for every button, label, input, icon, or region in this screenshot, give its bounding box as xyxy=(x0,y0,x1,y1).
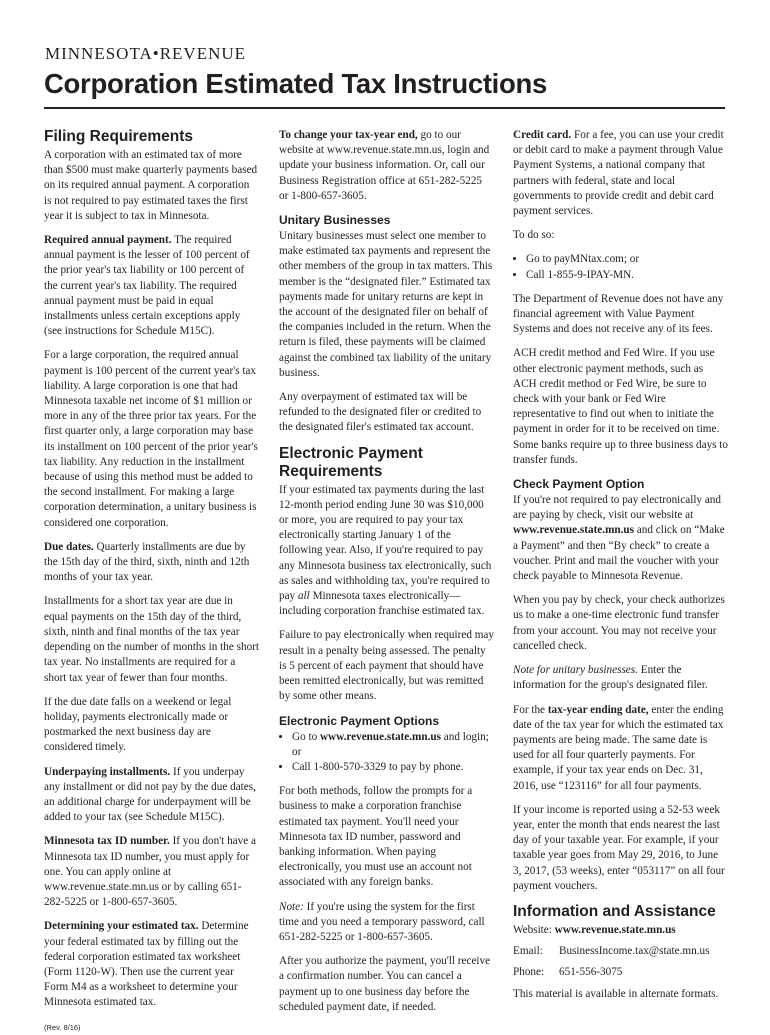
email-link[interactable]: BusinessIncome.tax@state.mn.us xyxy=(559,945,710,958)
unitary-note-text: Enter the information for the group's designated filer. xyxy=(513,664,708,692)
note-paragraph xyxy=(279,900,494,946)
tax-id-text: If you don't have a Minnesota tax ID number, you must apply for one. You can apply online at www.revenue.state.mn.us or by calling 651-282-5225 or 1-800-657-3605. xyxy=(44,835,256,909)
unitary-note-paragraph xyxy=(513,663,728,693)
check-text-1: If you're not required to pay electronically and are paying by check, visit our website at xyxy=(513,494,721,522)
due-dates-label: Due dates. xyxy=(44,540,94,553)
required-payment-paragraph xyxy=(44,233,259,339)
alternate-formats-text: This material is available in alternate formats. xyxy=(513,987,719,1000)
revision-note: (Rev. 8/16) xyxy=(44,1022,81,1032)
note-label: Note: xyxy=(279,900,304,913)
check-payment-paragraph xyxy=(513,493,728,584)
website-label: Website: xyxy=(513,923,552,936)
credit-card-paragraph xyxy=(513,128,728,219)
required-payment-label: Required annual payment. xyxy=(44,234,172,247)
overpayment-text: Any overpayment of estimated tax will be refunded to the designated filer or credited to the designated filer's estimated tax account. xyxy=(279,391,482,434)
unitary-businesses-text: Unitary businesses must select one member to make estimated tax payments and represent the other members of the group in tax matters. This member is the “designated filer.” Estimated tax payments made for unitary returns are kept in the account of the designated filer on behalf of the companies included in the return. When the return is filed, these payments will be claimed against the combined tax liability of the unitary business. xyxy=(279,230,493,379)
electronic-all: all xyxy=(297,590,310,603)
credit-options-list xyxy=(513,252,728,282)
check-text-2: and click on “Make a Payment” and then “By check” to create a voucher. Print and mail the voucher with your check payable to Minnesota Revenue. xyxy=(513,524,725,583)
electronic-text-1: If your estimated tax payments during the last 12-month period ending June 30 was $10,000 or more, you are required to pay your tax electronically starting January 1 of the following year. Also, if you're required to pay any Minnesota business tax electronically, such as sales and withholding tax, you're required to pay xyxy=(279,483,492,603)
electronic-payment-heading: Electronic Payment Requirements xyxy=(279,444,423,480)
filing-requirements-heading: Filing Requirements xyxy=(44,128,193,145)
underpaying-text: If you underpay any installment or did not pay by the due dates, an additional charge for underpayment will be added to your tax (see Schedule M15C). xyxy=(44,765,256,824)
unitary-note-label: Note for unitary businesses. xyxy=(513,664,638,677)
change-tax-year-paragraph xyxy=(279,128,494,204)
due-dates-paragraph xyxy=(44,540,259,586)
change-tax-year-text: go to our website at www.revenue.state.mn.us, login and update your business information. Or, call our Business Registration office at 651-282-5225 or 1-800-657-3605. xyxy=(279,129,490,202)
check-payment-heading: Check Payment Option xyxy=(513,477,645,492)
list-item: • Call 1-855-9-IPAY-MN. xyxy=(526,268,728,283)
credit-card-label: Credit card. xyxy=(513,129,572,141)
to-do-so: To do so: xyxy=(513,229,555,242)
website-link[interactable]: www.revenue.state.mn.us xyxy=(554,923,676,936)
determining-label: Determining your estimated tax. xyxy=(44,920,199,933)
after-authorize-text: After you authorize the payment, you'll receive a confirmation number. You can cancel a payment up to one business day before the scheduled payment date, if needed. xyxy=(279,955,491,1013)
email-row xyxy=(513,944,728,959)
note-text: If you're using the system for the first time and you need a temporary password, call 651-282-5225 or 1-800-657-3605. xyxy=(279,900,485,943)
week-year-text: If your income is reported using a 52-53 week year, enter the month that ends nearest the last day of your taxable year. For example, if your taxable year goes from May 29, 2016, to June 3, 2017, (53 weeks), enter “053117” on all four payment vouchers. xyxy=(513,803,725,892)
tax-id-label: Minnesota tax ID number. xyxy=(44,835,170,848)
option1-post: and login; or xyxy=(292,730,489,758)
tax-year-label: tax-year ending date, xyxy=(547,703,649,716)
list-item: • Go to payMNtax.com; or xyxy=(526,252,728,267)
electronic-options-list xyxy=(279,730,494,776)
information-assistance-heading: Information and Assistance xyxy=(513,902,716,920)
required-payment-text: The required annual payment is the lesser of 100 percent of the prior year's tax liability or 100 percent of the current year's tax liability. The required annual payment must be paid in equal installments unless certain exceptions apply (see instructions for Schedule M15C). xyxy=(44,234,250,338)
column-2 xyxy=(279,128,494,1024)
determining-text: Determine your federal estimated tax by filling out the federal corporation estimated tax worksheet (Form 1120-W). Then use the current year Form M4 as a worksheet to determine your Minnesota estimated tax. xyxy=(44,920,249,1009)
department-text: The Department of Revenue does not have any financial agreement with Value Payment Systems and does not receive any of its fees. xyxy=(513,292,724,336)
both-methods-text: For both methods, follow the prompts for a business to make a corporation franchise estimated tax payment. You'll need your Minnesota tax ID number, password and banking information. When paying electronically, you must use an account not associated with any foreign banks. xyxy=(279,785,473,889)
tax-year-pre: For the xyxy=(513,703,548,716)
phone-row xyxy=(513,965,728,980)
change-tax-year-label: To change your tax-year end, xyxy=(279,129,418,141)
list-item xyxy=(292,730,494,760)
weekend-text: If the due date falls on a weekend or legal holiday, payments electronically made or postmarked the next business day are considered timely. xyxy=(44,695,232,754)
column-3 xyxy=(513,128,728,1011)
unitary-businesses-heading: Unitary Businesses xyxy=(279,213,391,228)
tax-year-text: enter the ending date of the tax year for which the estimated tax payments are being made. The same date is used for all four quarterly payments. For example, if your tax year ends on Dec. 31, 2016, use “123116” for all four payments. xyxy=(513,703,724,792)
tax-id-paragraph xyxy=(44,834,259,910)
website-row xyxy=(513,923,728,938)
short-year-text: Installments for a short tax year are due in equal payments on the 15th day of the third, sixth, ninth and final months of the tax year depending on the number of months in the short tax year. No installments are required for a short tax year of fewer than four months. xyxy=(44,595,260,684)
option1-pre: Go to xyxy=(292,730,320,743)
ach-text: ACH credit method and Fed Wire. If you use other electronic payment methods, such as ACH credit method or Fed Wire, be sure to check with your bank or Fed Wire representative to find out when to initiate the payment in order for it to be received on time. Some banks require up to three business days to transfer funds. xyxy=(513,347,729,466)
underpaying-label: Underpaying installments. xyxy=(44,765,171,778)
title-rule xyxy=(44,107,725,109)
column-1 xyxy=(44,128,259,1035)
failure-text: Failure to pay electronically when required may result in a penalty being assessed. The penalty is 5 percent of each payment that should have been remitted electronically, but was remitted by some other means. xyxy=(279,629,494,703)
electronic-options-heading: Electronic Payment Options xyxy=(279,713,440,728)
option1-link[interactable]: www.revenue.state.mn.us xyxy=(319,730,441,743)
due-dates-text: Quarterly installments are due by the 15th day of the third, sixth, ninth and 12th months of your tax year. xyxy=(44,540,250,584)
large-corporation-text: For a large corporation, the required annual payment is 100 percent of the current year's tax liability. A large corporation is one that had Minnesota taxable net income of $1 million or more in any of the three prior tax years. For the first quarter only, a large corporation may base its installment on 100 percent of the prior year's tax liability. Any reduction in the installment because of using this method must be added to the second installment. For making a large corporation determination, a unitary business is considered one corporation. xyxy=(44,349,258,529)
underpaying-paragraph xyxy=(44,765,259,826)
electronic-text-2: Minnesota taxes electronically—including corporation franchise estimated tax. xyxy=(279,590,485,618)
tax-year-ending-paragraph xyxy=(513,703,728,794)
credit-card-text: For a fee, you can use your credit or debit card to make a payment through Value Payment Systems, a national company that partners with federal, state and local governments to provide credit and debit card payment services. xyxy=(513,129,724,218)
page-title: Corporation Estimated Tax Instructions xyxy=(44,68,548,99)
phone-value: 651-556-3075 xyxy=(559,966,623,979)
check-authorization-text: When you pay by check, your check authorizes us to make a one-time electronic fund transfer from your account. You may not receive your cancelled check. xyxy=(513,594,725,652)
determining-paragraph xyxy=(44,919,259,1010)
list-item: • Call 1-800-570-3329 to pay by phone. xyxy=(292,760,494,775)
phone-label: Phone: xyxy=(513,966,545,979)
email-label: Email: xyxy=(513,945,543,958)
filing-requirements-text: A corporation with an estimated tax of more than $500 must make quarterly payments based on its required annual payment. A corporation is not required to pay estimated taxes the first year it is subject to tax in Minnesota. xyxy=(44,149,258,222)
check-website-link[interactable]: www.revenue.state.mn.us xyxy=(513,524,634,537)
brand-logo: MINNESOTA•REVENUE xyxy=(45,44,247,63)
electronic-payment-paragraph xyxy=(279,483,494,620)
